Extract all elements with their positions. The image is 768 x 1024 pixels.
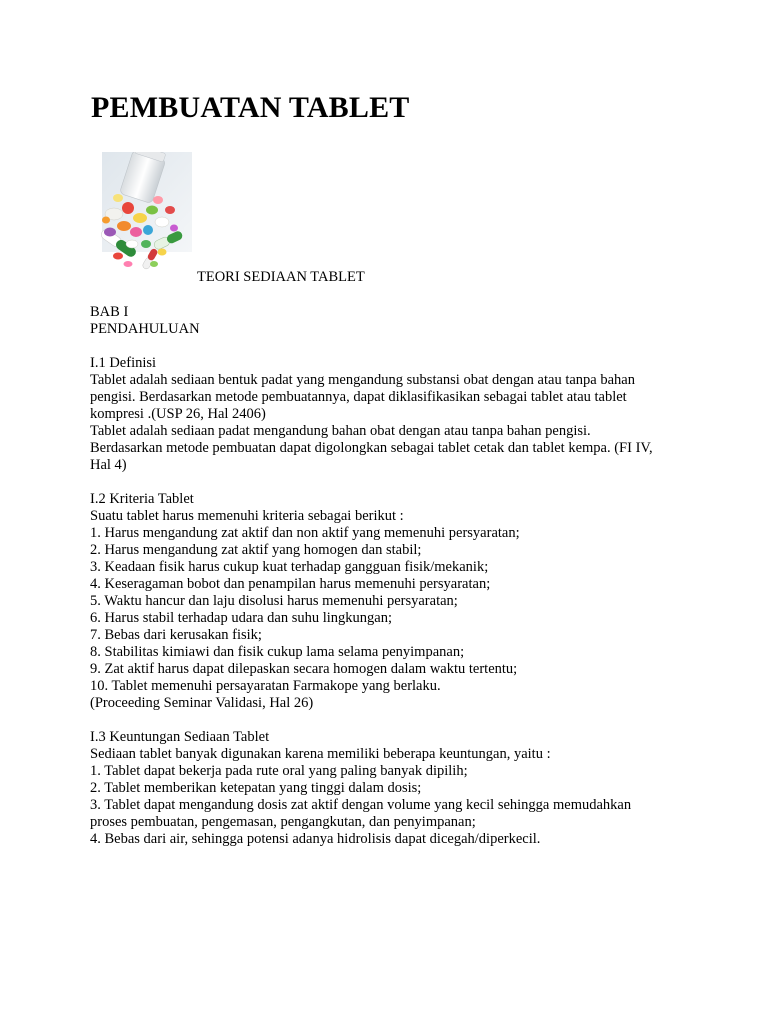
kriteria-item: 1. Harus mengandung zat aktif dan non aktif yang memenuhi persyaratan;	[90, 525, 520, 541]
kriteria-item: 5. Waktu hancur dan laju disolusi harus memenuhi persyaratan;	[90, 593, 458, 609]
section-heading-definisi: I.1 Definisi	[90, 355, 157, 371]
definisi-line: Berdasarkan metode pembuatan dapat digolongkan sebagai tablet cetak dan tablet kempa. (FI IV,	[90, 440, 653, 456]
pills-image	[88, 152, 192, 278]
kriteria-item: 4. Keseragaman bobot dan penampilan harus memenuhi persyaratan;	[90, 576, 491, 592]
definisi-line: Tablet adalah sediaan padat mengandung bahan obat dengan atau tanpa bahan pengisi.	[90, 423, 591, 439]
document-subtitle: TEORI SEDIAAN TABLET	[197, 269, 365, 285]
kriteria-intro: Suatu tablet harus memenuhi kriteria sebagai berikut :	[90, 508, 404, 524]
section-heading-keuntungan: I.3 Keuntungan Sediaan Tablet	[90, 729, 270, 745]
kriteria-item: 6. Harus stabil terhadap udara dan suhu lingkungan;	[90, 610, 393, 626]
kriteria-source: (Proceeding Seminar Validasi, Hal 26)	[90, 695, 314, 711]
chapter-title: PENDAHULUAN	[90, 321, 200, 337]
kriteria-item: 9. Zat aktif harus dapat dilepaskan secara homogen dalam waktu tertentu;	[90, 661, 518, 677]
spacer	[90, 712, 690, 729]
kriteria-item: 3. Keadaan fisik harus cukup kuat terhadap gangguan fisik/mekanik;	[90, 559, 489, 575]
keuntungan-item: 3. Tablet dapat mengandung dosis zat aktif dengan volume yang kecil sehingga memudahkan	[90, 797, 632, 813]
keuntungan-item: 4. Bebas dari air, sehingga potensi adanya hidrolisis dapat dicegah/diperkecil.	[90, 831, 541, 847]
definisi-line: kompresi .(USP 26, Hal 2406)	[90, 406, 266, 422]
document-body	[90, 304, 690, 848]
spacer	[90, 338, 690, 355]
kriteria-item: 10. Tablet memenuhi persayaratan Farmakope yang berlaku.	[90, 678, 441, 694]
kriteria-item: 7. Bebas dari kerusakan fisik;	[90, 627, 262, 643]
keuntungan-intro: Sediaan tablet banyak digunakan karena memiliki beberapa keuntungan, yaitu :	[90, 746, 551, 762]
kriteria-item: 2. Harus mengandung zat aktif yang homogen dan stabil;	[90, 542, 422, 558]
definisi-line: Hal 4)	[90, 457, 127, 473]
keuntungan-item: proses pembuatan, pengemasan, pengangkutan, dan penyimpanan;	[90, 814, 476, 830]
keuntungan-item: 1. Tablet dapat bekerja pada rute oral yang paling banyak dipilih;	[90, 763, 468, 779]
kriteria-item: 8. Stabilitas kimiawi dan fisik cukup lama selama penyimpanan;	[90, 644, 465, 660]
chapter-label: BAB I	[90, 304, 129, 320]
spacer	[90, 474, 690, 491]
definisi-line: Tablet adalah sediaan bentuk padat yang mengandung substansi obat dengan atau tanpa bahan	[90, 372, 635, 388]
keuntungan-item: 2. Tablet memberikan ketepatan yang tinggi dalam dosis;	[90, 780, 422, 796]
section-heading-kriteria: I.2 Kriteria Tablet	[90, 491, 194, 507]
definisi-line: pengisi. Berdasarkan metode pembuatannya, dapat diklasifikasikan sebagai tablet atau tablet	[90, 389, 627, 405]
page-title: PEMBUATAN TABLET	[91, 91, 410, 124]
